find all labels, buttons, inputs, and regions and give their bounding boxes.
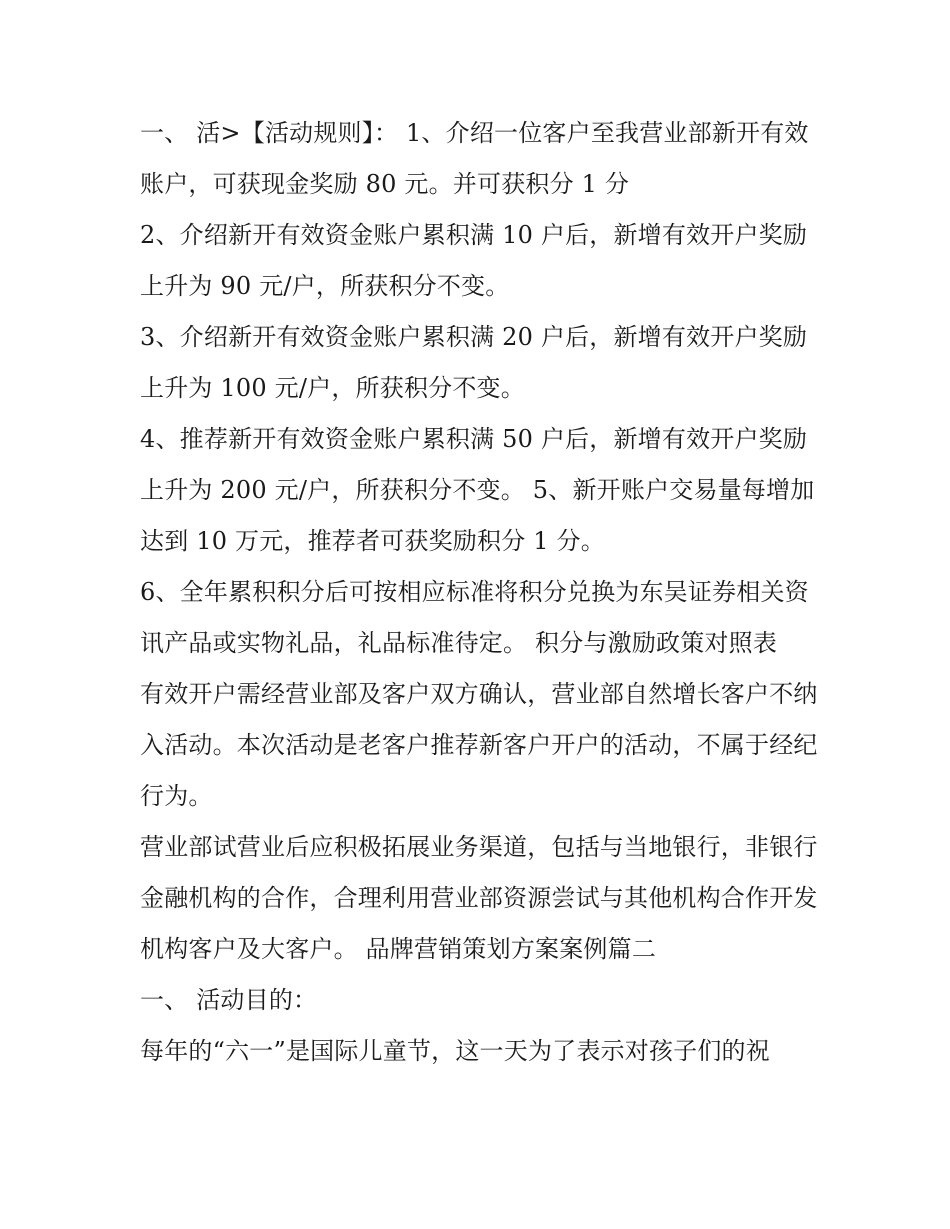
paragraph-activity-rules: 一、 活>【活动规则】： 1、介绍一位客户至我营业部新开有效账户，可获现金奖励 80 元。并可获积分 1 分 bbox=[140, 119, 809, 198]
paragraph-rule-6: 6、全年累积积分后可按相应标准将积分兑换为东吴证券相关资讯产品或实物礼品，礼品标准待定。 积分与激励政策对照表 bbox=[140, 578, 809, 657]
paragraph-valid-account-note: 有效开户需经营业部及客户双方确认，营业部自然增长客户不纳入活动。本次活动是老客户推荐新客户开户的活动，不属于经纪行为。 bbox=[140, 680, 818, 810]
document-body bbox=[140, 108, 820, 1077]
paragraph-rule-4-5: 4、推荐新开有效资金账户累积满 50 户后，新增有效开户奖励上升为 200 元/户，所获积分不变。 5、新开账户交易量每增加达到 10 万元，推荐者可获奖励积分 1 分。 bbox=[140, 425, 815, 555]
section-heading-activity-purpose: 一、 活动目的： bbox=[140, 986, 318, 1014]
paragraph-rule-2: 2、介绍新开有效资金账户累积满 10 户后，新增有效开户奖励上升为 90 元/户，所获积分不变。 bbox=[140, 221, 808, 300]
paragraph-business-channels: 营业部试营业后应积极拓展业务渠道，包括与当地银行，非银行金融机构的合作，合理利用营业部资源尝试与其他机构合作开发机构客户及大客户。 品牌营销策划方案案例篇二 bbox=[140, 833, 818, 963]
paragraph-rule-3: 3、介绍新开有效资金账户累积满 20 户后，新增有效开户奖励上升为 100 元/户，所获积分不变。 bbox=[140, 323, 808, 402]
paragraph-childrens-day: 每年的“六一”是国际儿童节，这一天为了表示对孩子们的祝 bbox=[140, 1037, 770, 1065]
